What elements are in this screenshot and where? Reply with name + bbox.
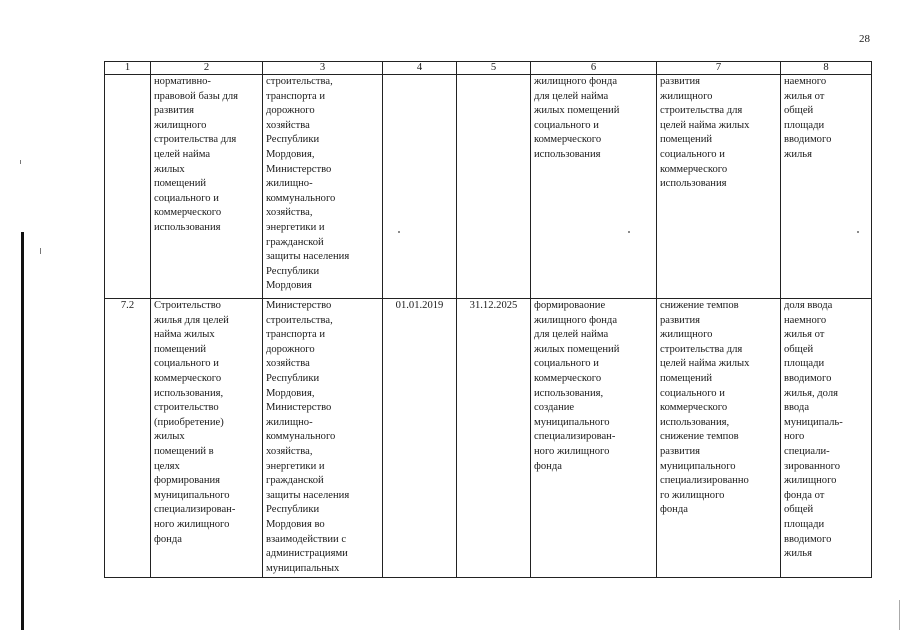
scan-speck — [398, 231, 400, 233]
header-row — [105, 62, 872, 75]
column-header-8: 8 — [781, 62, 872, 75]
expected-result-cell: формироваоние жилищного фонда для целей найма жилых помещений социального и коммерческого использования, создание муниципального специализирован- ного жилищного фонда — [531, 299, 657, 578]
scan-speck — [628, 231, 630, 233]
end-date-cell — [457, 75, 531, 299]
start-date-cell: 01.01.2019 — [383, 299, 457, 578]
expected-result-cell: жилищного фонда для целей найма жилых помещений социального и коммерческого использования — [531, 75, 657, 299]
scan-mark — [40, 248, 41, 254]
row-number-cell — [105, 75, 151, 299]
column-header-6: 6 — [531, 62, 657, 75]
row-number-cell: 7.2 — [105, 299, 151, 578]
responsible-executor-cell: строительства, транспорта и дорожного хозяйства Республики Мордовия, Министерство жилищно- коммунального хозяйства, энергетики и гражданской защиты населения Республики Мордовия — [263, 75, 383, 299]
scan-speck — [857, 231, 859, 233]
scan-mark — [20, 160, 21, 164]
column-header-2: 2 — [151, 62, 263, 75]
column-header-3: 3 — [263, 62, 383, 75]
table-row — [105, 75, 872, 299]
end-date-cell: 31.12.2025 — [457, 299, 531, 578]
indicator-cell: наемного жилья от общей площади вводимого жилья — [781, 75, 872, 299]
measure-name-cell: Строительство жилья для целей найма жилых помещений социального и коммерческого использования, строительство (приобретение) жилых помещений в целях формирования муниципального специализирован- ного жилищного фонда — [151, 299, 263, 578]
scan-edge-shadow — [21, 232, 24, 630]
column-header-4: 4 — [383, 62, 457, 75]
consequences-cell: развития жилищного строительства для целей найма жилых помещений социального и коммерческого использования — [657, 75, 781, 299]
column-header-1: 1 — [105, 62, 151, 75]
scan-mark — [899, 600, 900, 630]
indicator-cell: доля ввода наемного жилья от общей площади вводимого жилья, доля ввода муниципаль- ного специали- зированного жилищного фонда от общей площади вводимого жилья — [781, 299, 872, 578]
start-date-cell — [383, 75, 457, 299]
column-header-5: 5 — [457, 62, 531, 75]
table-row — [105, 299, 872, 578]
responsible-executor-cell: Министерство строительства, транспорта и дорожного хозяйства Республики Мордовия, Министерство жилищно- коммунального хозяйства, энергетики и гражданской защиты населения Республики Мордовия во взаимодействии с администрациями муниципальных — [263, 299, 383, 578]
measures-table — [104, 61, 872, 578]
consequences-cell: снижение темпов развития жилищного строительства для целей найма жилых помещений социального и коммерческого использования, снижение темпов развития муниципального специализированно го жилищного фонда — [657, 299, 781, 578]
column-header-7: 7 — [657, 62, 781, 75]
page-number: 28 — [859, 33, 870, 45]
measure-name-cell: нормативно- правовой базы для развития жилищного строительства для целей найма жилых помещений социального и коммерческого использования — [151, 75, 263, 299]
